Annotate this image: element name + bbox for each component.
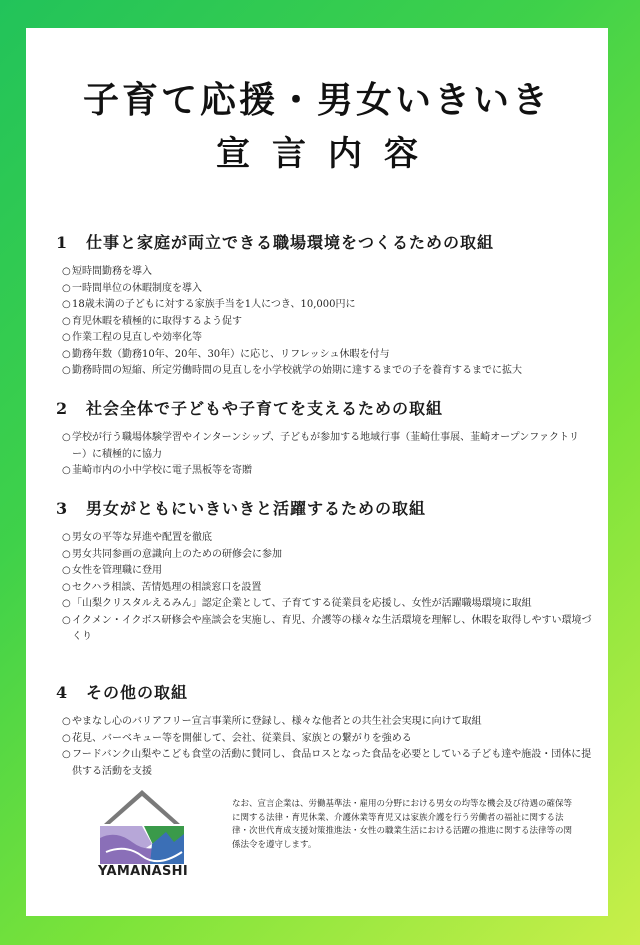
circle-bullet-icon: ○ (62, 266, 71, 277)
page-title-line2: 宣言内容 (216, 134, 440, 174)
circle-bullet-icon: ○ (62, 432, 71, 443)
section-title: 社会全体で子どもや子育てを支えるための取組 (86, 399, 444, 418)
circle-bullet-icon: ○ (62, 315, 71, 327)
legal-note: なお、宣言企業は、労働基準法・雇用の分野における男女の均等な機会及び待遇の確保等に関する法律・育児休業、介護休業等育児又は家族介護を行う労働者の福祉に関する法律・次世代育成支援対策推進法・女性の職業生活における活躍の推進に関する法律等の関係法令を遵守します。 (232, 799, 573, 850)
circle-bullet-icon: ○ (62, 332, 71, 343)
list-item: ○勤務時間の短縮、所定労働時間の見直しを小学校就学の始期に達するまでの子を養育するまでに拡大 (62, 363, 592, 380)
list-item: ○育児休暇を積極的に取得するよう促す (62, 314, 592, 331)
list-item: ○フードバンク山梨やこども食堂の活動に賛同し、食品ロスとなった食品を必要としている子ども達や施設・団体に提供する活動を支援 (62, 749, 592, 777)
list-item: ○男女共同参画の意識向上のための研修会に参加 (62, 547, 592, 564)
section-3-heading (56, 496, 426, 519)
list-item: ○一時間単位の休暇制度を導入 (62, 281, 592, 298)
circle-bullet-icon: ○ (62, 348, 71, 360)
list-item: ○花見、バーベキュー等を開催して、会社、従業員、家族との繋がりを強める (62, 731, 592, 748)
circle-bullet-icon: ○ (62, 581, 71, 593)
section-title: その他の取組 (86, 683, 189, 702)
section-3-items (62, 530, 592, 646)
section-number: 3 (56, 499, 69, 518)
section-2-heading (56, 396, 443, 419)
list-item: ○勤務年数（勤務10年、20年、30年）に応じ、リフレッシュ休暇を付与 (62, 347, 592, 364)
list-item: ○女性を管理職に登用 (62, 563, 592, 580)
list-item: ○セクハラ相談、苦情処理の相談窓口を設置 (62, 580, 592, 597)
list-item: ○「山梨クリスタルえるみん」認定企業として、子育てする従業員を応援し、女性が活躍職場環境に取組 (62, 596, 592, 613)
list-item: ○学校が行う職場体験学習やインターンシップ、子どもが参加する地域行事（韮崎仕事展、韮崎オープンファクトリー）に積極的に協力 (62, 432, 580, 460)
list-item: ○作業工程の見直しや効率化等 (62, 330, 592, 347)
list-item: ○やまなし心のバリアフリー宣言事業所に登録し、様々な他者との共生社会実現に向けて取組 (62, 714, 592, 731)
section-title: 男女がともにいきいきと活躍するための取組 (86, 499, 427, 518)
circle-bullet-icon: ○ (62, 532, 71, 543)
list-item: ○イクメン・イクボス研修会や座談会を実施し、育児、介護等の様々な生活環境を理解し、休暇を取得しやすい環境づくり (62, 614, 592, 642)
section-4-heading (56, 680, 188, 703)
section-1-heading (56, 230, 494, 253)
section-4-items (62, 714, 592, 780)
circle-bullet-icon: ○ (62, 716, 71, 727)
circle-bullet-icon: ○ (62, 732, 71, 744)
declaration-sheet (26, 28, 608, 916)
section-number: 1 (56, 233, 69, 252)
section-number: 4 (56, 683, 69, 702)
section-1-items (62, 264, 592, 380)
circle-bullet-icon: ○ (62, 282, 71, 294)
circle-bullet-icon: ○ (62, 465, 71, 476)
list-item: ○18歳未満の子どもに対する家族手当を1人につき、10,000円に (62, 297, 592, 314)
circle-bullet-icon: ○ (62, 548, 71, 560)
list-item: ○短時間勤務を導入 (62, 264, 592, 281)
circle-bullet-icon: ○ (62, 614, 71, 626)
logo-wordmark: YAMANASHI (98, 864, 188, 879)
list-item: ○韮崎市内の小中学校に電子黒板等を寄贈 (62, 463, 592, 480)
section-title: 仕事と家庭が両立できる職場環境をつくるための取組 (86, 233, 495, 252)
circle-bullet-icon: ○ (62, 565, 71, 576)
circle-bullet-icon: ○ (62, 365, 71, 376)
section-2-items (62, 430, 592, 480)
circle-bullet-icon: ○ (62, 299, 71, 310)
page-title-line1: 子育て応援・男女いきいき (82, 79, 551, 121)
section-number: 2 (56, 399, 69, 418)
list-item: ○男女の平等な昇進や配置を徹底 (62, 530, 592, 547)
circle-bullet-icon: ○ (62, 749, 71, 760)
circle-bullet-icon: ○ (62, 598, 71, 609)
